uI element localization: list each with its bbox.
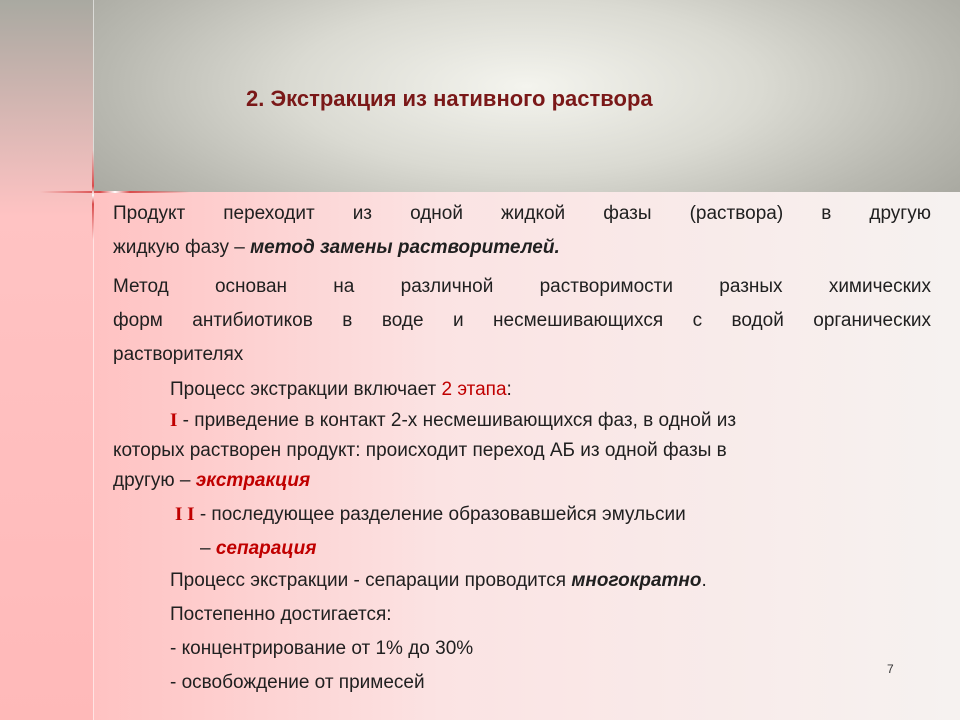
stage-1-line-2: которых растворен продукт: происходит переход АБ из одной фазы в [113,440,727,461]
page-number: 7 [887,662,894,676]
paragraph-3-suffix: : [506,379,512,400]
sparkle-decoration-vertical [92,150,94,240]
stage-2-line-1 [175,498,930,532]
stage-count-highlight: 2 этапа [441,379,507,400]
extraction-emphasis: экстракция [195,470,311,491]
stage-1-line-1 [170,406,930,436]
stage-1-line-3 [113,466,931,496]
stage-1-text: - приведение в контакт 2-х несмешивающихся фаз, в одной из [177,410,737,431]
stage-1-line-3-text: другую – [113,470,196,491]
bullet-concentration: - концентрирование от 1% до 30% [170,638,474,659]
stage-2-numeral: I I [175,504,195,525]
paragraph-1-line-2 [113,231,931,265]
left-decor-strip [0,0,93,720]
vertical-divider [93,0,94,720]
paragraph-2-line-1: Метод основан на различной растворимости разных химических [113,276,931,297]
paragraph-3-text: Процесс экстракции включает [170,379,442,400]
paragraph-2-line-3: растворителях [113,344,244,365]
separation-emphasis: сепарация [215,538,317,559]
sparkle-decoration-horizontal [40,191,190,193]
paragraph-5: Постепенно достигается: [170,604,392,625]
paragraph-4-suffix: . [701,570,707,591]
paragraph-1-line-2-text: жидкую фазу – [113,237,251,258]
stage-2-line-2-text: – [200,538,216,559]
slide-title: 2. Экстракция из нативного раствора [246,86,653,111]
paragraph-1-line-1: Продукт переходит из одной жидкой фазы (раствора) в другую [113,203,931,224]
paragraph-2-line-2: форм антибиотиков в воде и несмешивающихся с водой органических [113,310,931,331]
paragraph-3 [170,373,930,407]
paragraph-4-text: Процесс экстракции - сепарации проводится [170,570,572,591]
stage-1-numeral: I [170,410,178,431]
repeated-emphasis: многократно [571,570,702,591]
method-name-emphasis: метод замены растворителей. [250,237,560,258]
stage-2-text: - последующее разделение образовавшейся эмульсии [194,504,686,525]
bullet-purification: - освобождение от примесей [170,672,425,693]
paragraph-4 [170,564,930,598]
stage-2-line-2 [200,532,930,566]
